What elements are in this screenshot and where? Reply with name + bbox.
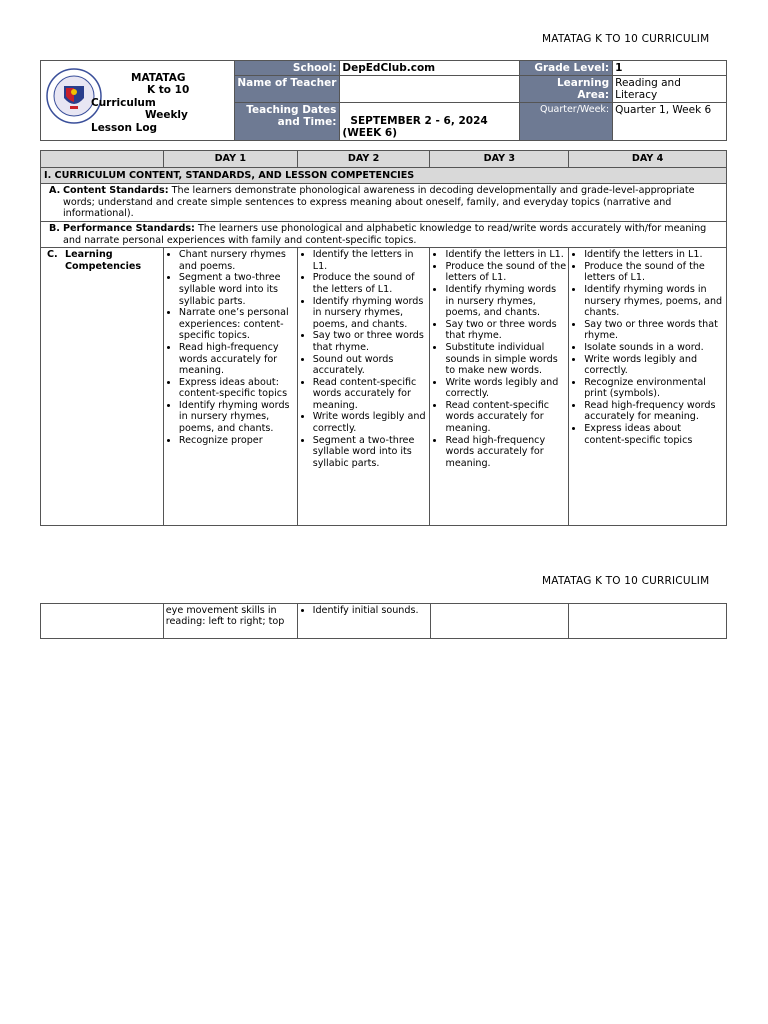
day-3-competencies <box>430 248 569 526</box>
continuation-label-cell <box>41 604 164 639</box>
day-4-competencies <box>569 248 727 526</box>
school-value: DepEdClub.com <box>340 61 520 76</box>
content-standards <box>41 184 727 222</box>
day-3-header: DAY 3 <box>430 151 569 168</box>
performance-standards-letter: B. <box>49 222 60 234</box>
section-title: I. CURRICULUM CONTENT, STANDARDS, AND LESSON COMPETENCIES <box>41 167 727 184</box>
quarter-week-label: Quarter/Week: <box>520 103 613 141</box>
quarter-week-value: Quarter 1, Week 6 <box>613 103 727 141</box>
grade-level-label: Grade Level: <box>520 61 613 76</box>
competency-item: • Segment a two-three syllable word into its syllabic parts. <box>179 272 295 307</box>
competency-item: • Identify rhyming words in nursery rhymes, poems, and chants. <box>584 284 724 319</box>
competency-item: • Read content-specific words accurately for meaning. <box>445 400 566 435</box>
title-line: Curriculum <box>91 97 156 109</box>
competency-item: • Say two or three words that rhyme. <box>445 319 566 342</box>
continuation-table <box>40 603 727 639</box>
running-header-page-2: MATATAG K TO 10 CURRICULIM <box>542 575 710 587</box>
continuation-day-4 <box>569 604 727 639</box>
competency-item: • Read high-frequency words accurately for meaning. <box>584 400 724 423</box>
content-standards-letter: A. <box>49 185 61 197</box>
performance-standards-text: The learners use phonological and alphabetic knowledge to read/write words accurately with/for meaning and narrate personal experiences with family and content-specific topics. <box>63 222 707 246</box>
day-1-header: DAY 1 <box>163 151 297 168</box>
competency-item: • Isolate sounds in a word. <box>584 342 724 354</box>
continuation-day-1: eye movement skills in reading: left to right; top <box>163 604 297 639</box>
competency-item: • Identify initial sounds. <box>313 605 428 616</box>
header-table <box>40 60 727 141</box>
competency-item: • Write words legibly and correctly. <box>445 377 566 400</box>
teaching-dates-value <box>340 103 520 141</box>
competency-item: • Read high-frequency words accurately for meaning. <box>179 342 295 377</box>
day-2-competencies <box>297 248 430 526</box>
content-standards-label: Content Standards: <box>63 185 169 197</box>
title-line: Weekly <box>145 109 188 121</box>
competency-item: • Chant nursery rhymes and poems. <box>179 249 295 272</box>
competency-item: • Say two or three words that rhyme. <box>584 319 724 342</box>
competency-item: • Segment a two-three syllable word into its syllabic parts. <box>313 435 428 470</box>
title-line: MATATAG <box>131 72 186 84</box>
content-standards-text: The learners demonstrate phonological awareness in decoding developmentally and grade-level-appropriate words; understand and create simple sentences to express meaning about oneself, family, and everyday topics (narrative and informational). <box>63 185 695 220</box>
competency-item: • Read content-specific words accurately for meaning. <box>313 377 428 412</box>
lesson-log-table <box>40 150 727 526</box>
performance-standards-label: Performance Standards: <box>63 222 195 234</box>
competency-item: • Write words legibly and correctly. <box>313 411 428 434</box>
teaching-dates-line: (WEEK 6) <box>342 127 398 139</box>
competency-item: • Say two or three words that rhyme. <box>313 330 428 353</box>
title-line: Lesson Log <box>91 122 158 134</box>
competency-item: • Identify rhyming words in nursery rhymes, poems, and chants. <box>179 400 295 435</box>
teaching-dates-label <box>234 103 340 141</box>
document-title <box>41 61 235 141</box>
day-1-competencies <box>163 248 297 526</box>
teaching-dates-label-line: Teaching Dates <box>246 104 337 116</box>
competency-item: • Narrate one’s personal experiences: content- specific topics. <box>179 307 295 342</box>
title-line: K to 10 <box>147 84 190 96</box>
teacher-name-label: Name of Teacher <box>234 76 340 103</box>
empty-header-cell <box>41 151 164 168</box>
learning-competencies-letter: C. <box>47 249 58 261</box>
competency-item: • Substitute individual sounds in simple words to make new words. <box>445 342 566 377</box>
day-2-header: DAY 2 <box>297 151 430 168</box>
competency-item: • Read high-frequency words accurately for meaning. <box>445 435 566 470</box>
learning-area-value: Reading and Literacy <box>613 76 727 103</box>
competency-item: • Produce the sound of the letters of L1. <box>445 261 566 284</box>
learning-area-label: Learning Area: <box>520 76 613 103</box>
continuation-day-2 <box>297 604 430 639</box>
learning-competencies-label-line: Competencies <box>65 260 142 272</box>
performance-standards <box>41 221 727 247</box>
running-header: MATATAG K TO 10 CURRICULIM <box>542 33 710 45</box>
school-label: School: <box>234 61 340 76</box>
competency-item: • Sound out words accurately. <box>313 354 428 377</box>
competency-item: • Write words legibly and correctly. <box>584 354 724 377</box>
day-4-header: DAY 4 <box>569 151 727 168</box>
learning-competencies-label <box>41 248 164 526</box>
teaching-dates-line: SEPTEMBER 2 - 6, 2024 <box>350 115 488 127</box>
competency-item: • Identify the letters in L1. <box>584 249 724 261</box>
competency-item: • Identify the letters in L1. <box>313 249 428 272</box>
competency-item: • Identify the letters in L1. <box>445 249 566 261</box>
competency-item: • Recognize environmental print (symbols). <box>584 377 724 400</box>
competency-item: • Identify rhyming words in nursery rhymes, poems, and chants. <box>313 296 428 331</box>
competency-item: • Produce the sound of the letters of L1. <box>584 261 724 284</box>
competency-item: • Express ideas about content-specific topics <box>584 423 724 446</box>
teaching-dates-label-line: and Time: <box>277 116 337 128</box>
competency-item: • Express ideas about: content-specific topics <box>179 377 295 400</box>
continuation-day-3 <box>430 604 569 639</box>
competency-item: • Produce the sound of the letters of L1. <box>313 272 428 295</box>
competency-item: • Recognize proper <box>179 435 295 447</box>
competency-item: • Identify rhyming words in nursery rhymes, poems, and chants. <box>445 284 566 319</box>
teacher-name-value <box>340 76 520 103</box>
grade-level-value: 1 <box>613 61 727 76</box>
learning-competencies-label-line: Learning <box>65 249 113 261</box>
